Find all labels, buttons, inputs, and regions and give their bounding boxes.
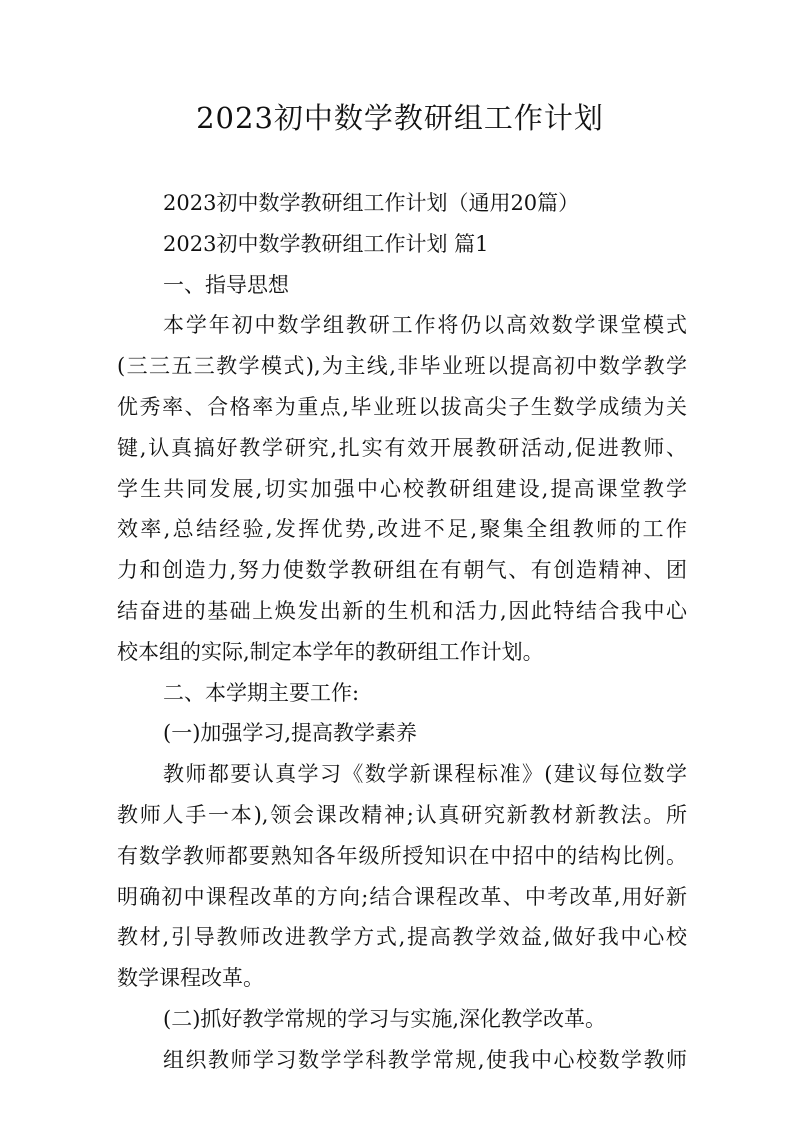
paragraph-line: 有数学教师都要熟知各年级所授知识在中招中的结构比例。 (117, 843, 687, 868)
paragraph-line: 教师人手一本),领会课改精神;认真研究新教材新教法。所 (117, 802, 687, 827)
paragraph-line: 教材,引导教师改进教学方式,提高教学效益,做好我中心校 (117, 925, 687, 950)
paragraph-line: 明确初中课程改革的方向;结合课程改革、中考改革,用好新 (117, 884, 687, 909)
paragraph-line: 效率,总结经验,发挥优势,改进不足,聚集全组教师的工作 (117, 517, 687, 542)
paragraph-line: 本学年初中数学组教研工作将仍以高效数学课堂模式 (163, 313, 687, 338)
paragraph-line: 键,认真搞好教学研究,扎实有效开展教研活动,促进教师、 (117, 435, 687, 460)
paragraph-line: (一)加强学习,提高教学素养 (163, 721, 418, 746)
paragraph-line: 校本组的实际,制定本学年的教研组工作计划。 (117, 639, 544, 664)
document-title: 2023初中数学教研组工作计划 (196, 101, 604, 135)
paragraph-line: 优秀率、合格率为重点,毕业班以拔高尖子生数学成绩为关 (117, 394, 687, 419)
paragraph-line: 力和创造力,努力使数学教研组在有朝气、有创造精神、团 (117, 558, 687, 583)
paragraph-line: 二、本学期主要工作: (163, 680, 360, 705)
paragraph-line: 一、指导思想 (163, 272, 289, 297)
paragraph-line: 学生共同发展,切实加强中心校教研组建设,提高课堂教学 (117, 476, 687, 501)
paragraph-line: (三三五三教学模式),为主线,非毕业班以提高初中数学教学 (117, 354, 687, 379)
paragraph-line: 2023初中数学教研组工作计划 篇1 (163, 231, 489, 256)
document-body (117, 183, 687, 1081)
paragraph-line: 结奋进的基础上焕发出新的生机和活力,因此特结合我中心 (117, 598, 687, 623)
paragraph-line: 2023初中数学教研组工作计划（通用20篇） (163, 191, 580, 215)
paragraph-line: 教师都要认真学习《数学新课程标准》(建议每位数学 (163, 762, 687, 787)
paragraph-line: (二)抓好教学常规的学习与实施,深化教学改革。 (163, 1006, 607, 1031)
paragraph-line: 组织教师学习数学学科教学常规,使我中心校数学教师 (163, 1047, 687, 1072)
paragraph-line: 数学课程改革。 (117, 966, 264, 991)
